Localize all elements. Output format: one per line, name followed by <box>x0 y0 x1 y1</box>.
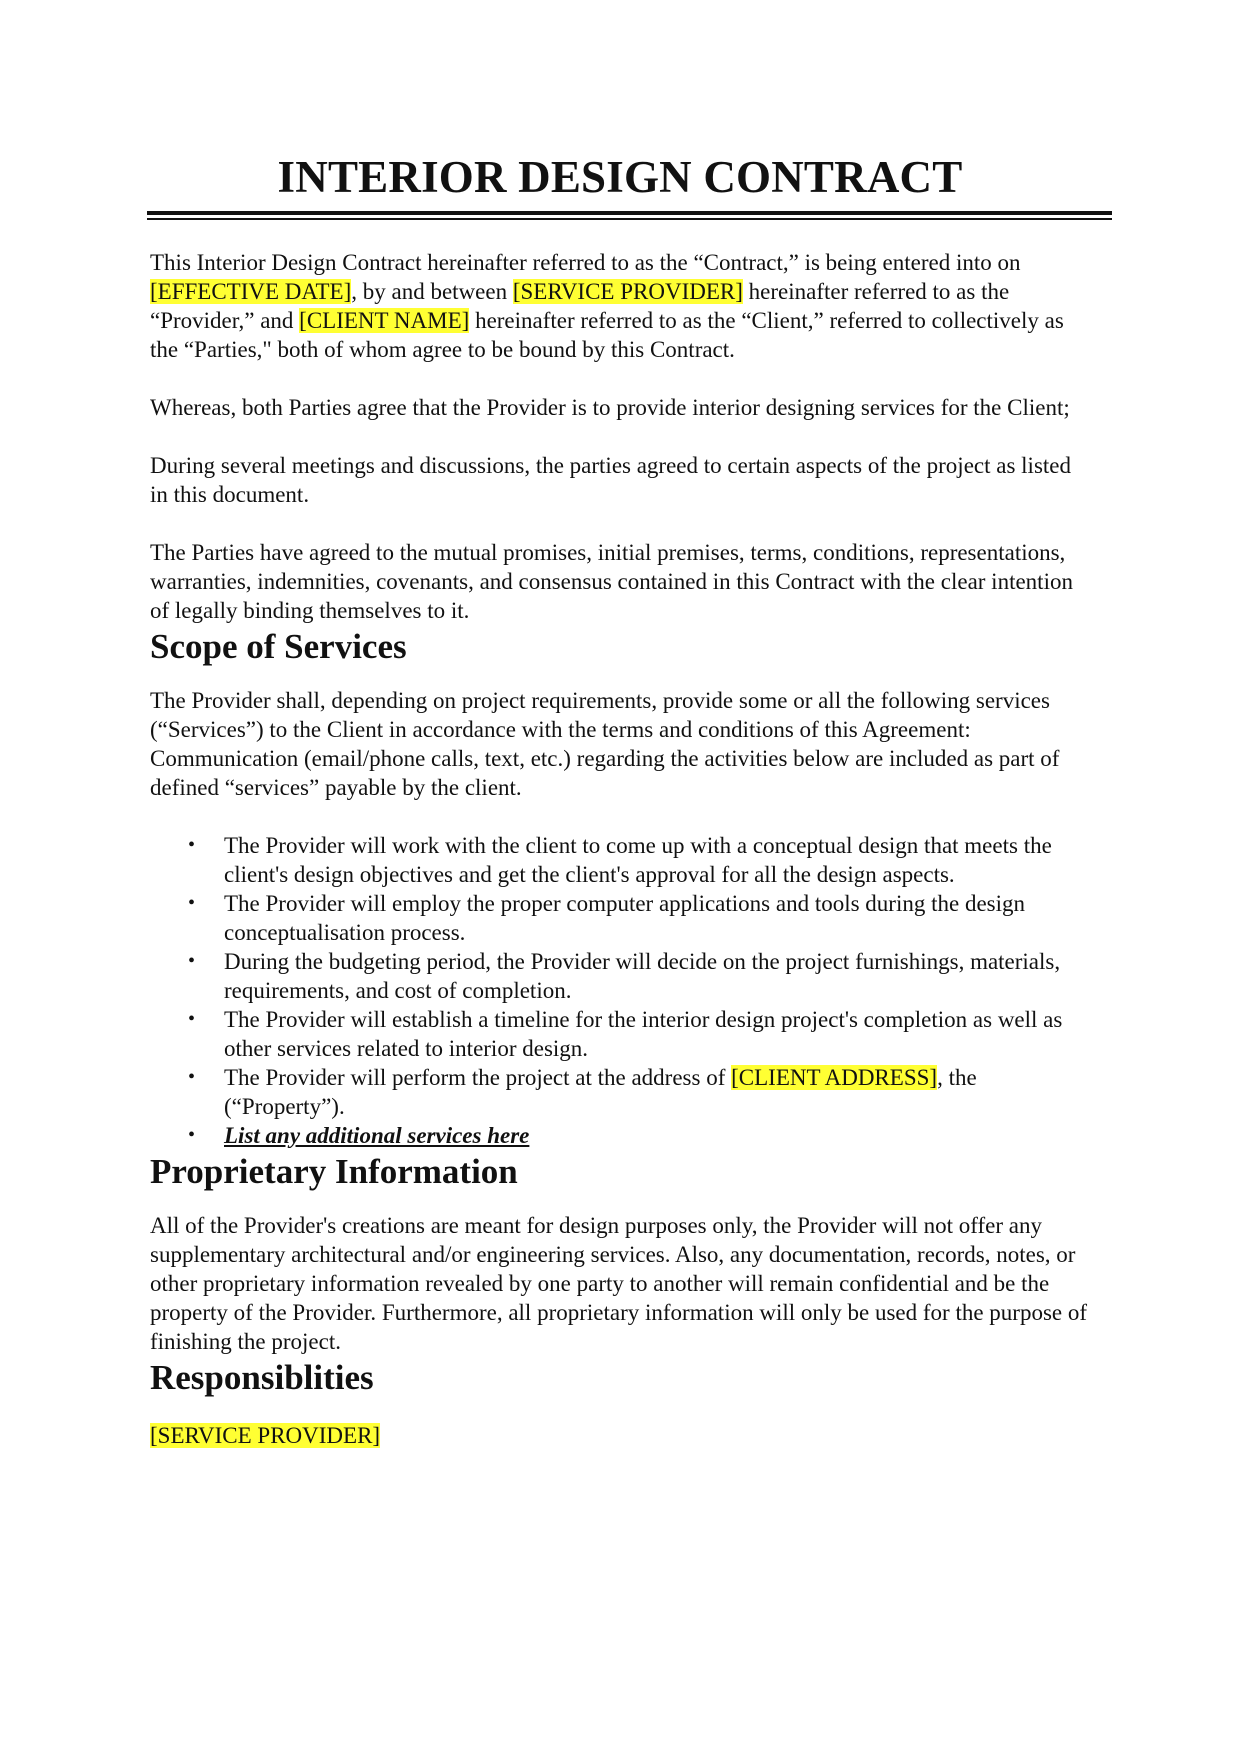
list-item <box>150 947 1090 1005</box>
title-double-rule <box>147 211 1112 215</box>
page-title: INTERIOR DESIGN CONTRACT <box>277 152 963 202</box>
intro-text-4: hereinafter referred to as the “Client,” referred to collectively as the “Parties," both of whom agree to be bound by this Contract. <box>150 308 1064 362</box>
list-item <box>150 1063 1090 1121</box>
responsibilities-provider <box>150 1421 1090 1450</box>
scope-paragraph: The Provider shall, depending on project requirements, provide some or all the following services (“Services”) to the Client in accordance with the terms and conditions of this Agreement: Communication (email/phone calls, text, etc.) regarding the activities below are included as part of defined “services” payable by the client. <box>150 688 1060 800</box>
bullet-icon: • <box>188 1124 196 1146</box>
bullet-icon: • <box>188 1066 196 1088</box>
address-item-text-2: , the (“Property”). <box>224 1065 977 1119</box>
scope-heading: Scope of Services <box>150 627 407 666</box>
bullet-icon: • <box>188 834 196 856</box>
intro-paragraph <box>150 248 1090 364</box>
intro-text-3: hereinafter referred to as the “Provider,” and <box>150 279 1010 333</box>
effective-date-placeholder: [EFFECTIVE DATE] <box>150 279 352 304</box>
contract-page <box>150 150 1090 1450</box>
bullet-icon: • <box>188 950 196 972</box>
agreed-paragraph: The Parties have agreed to the mutual promises, initial premises, terms, conditions, representations, warranties, indemnities, covenants, and consensus contained in this Contract with the clear intention of legally binding themselves to it. <box>150 540 1073 623</box>
client-name-placeholder: [CLIENT NAME] <box>299 308 470 333</box>
whereas-paragraph: Whereas, both Parties agree that the Provider is to provide interior designing services for the Client; <box>150 395 1070 420</box>
bullet-icon: • <box>188 1008 196 1030</box>
list-item-text: The Provider will employ the proper computer applications and tools during the design conceptualisation process. <box>224 891 1025 945</box>
services-list <box>150 831 1090 1150</box>
service-provider-placeholder: [SERVICE PROVIDER] <box>150 1423 381 1448</box>
additional-services-link[interactable]: List any additional services here <box>224 1123 530 1148</box>
list-item <box>150 831 1090 889</box>
responsibilities-heading: Responsiblities <box>150 1358 374 1397</box>
list-item <box>150 889 1090 947</box>
address-item-text-1: The Provider will perform the project at the address of <box>224 1065 732 1090</box>
list-item-text: The Provider will establish a timeline for the interior design project's completion as well as other services related to interior design. <box>224 1007 1063 1061</box>
meetings-paragraph: During several meetings and discussions, the parties agreed to certain aspects of the project as listed in this document. <box>150 453 1071 507</box>
bullet-icon: • <box>188 892 196 914</box>
list-item <box>150 1005 1090 1063</box>
list-item-text: During the budgeting period, the Provider will decide on the project furnishings, materials, requirements, and cost of completion. <box>224 949 1061 1003</box>
list-item-text: The Provider will work with the client to come up with a conceptual design that meets the client's design objectives and get the client's approval for all the design aspects. <box>224 833 1052 887</box>
client-address-placeholder: [CLIENT ADDRESS] <box>731 1065 938 1090</box>
list-item <box>150 1121 1090 1150</box>
proprietary-heading: Proprietary Information <box>150 1152 518 1191</box>
intro-text-1: This Interior Design Contract hereinafter referred to as the “Contract,” is being entered into on <box>150 250 1021 275</box>
intro-text-2: , by and between <box>351 279 513 304</box>
service-provider-placeholder: [SERVICE PROVIDER] <box>512 279 743 304</box>
proprietary-paragraph: All of the Provider's creations are meant for design purposes only, the Provider will not offer any supplementary architectural and/or engineering services. Also, any documentation, records, notes, or other proprietary information revealed by one party to another will remain confidential and be the property of the Provider. Furthermore, all proprietary information will only be used for the purpose of finishing the project. <box>150 1213 1088 1354</box>
